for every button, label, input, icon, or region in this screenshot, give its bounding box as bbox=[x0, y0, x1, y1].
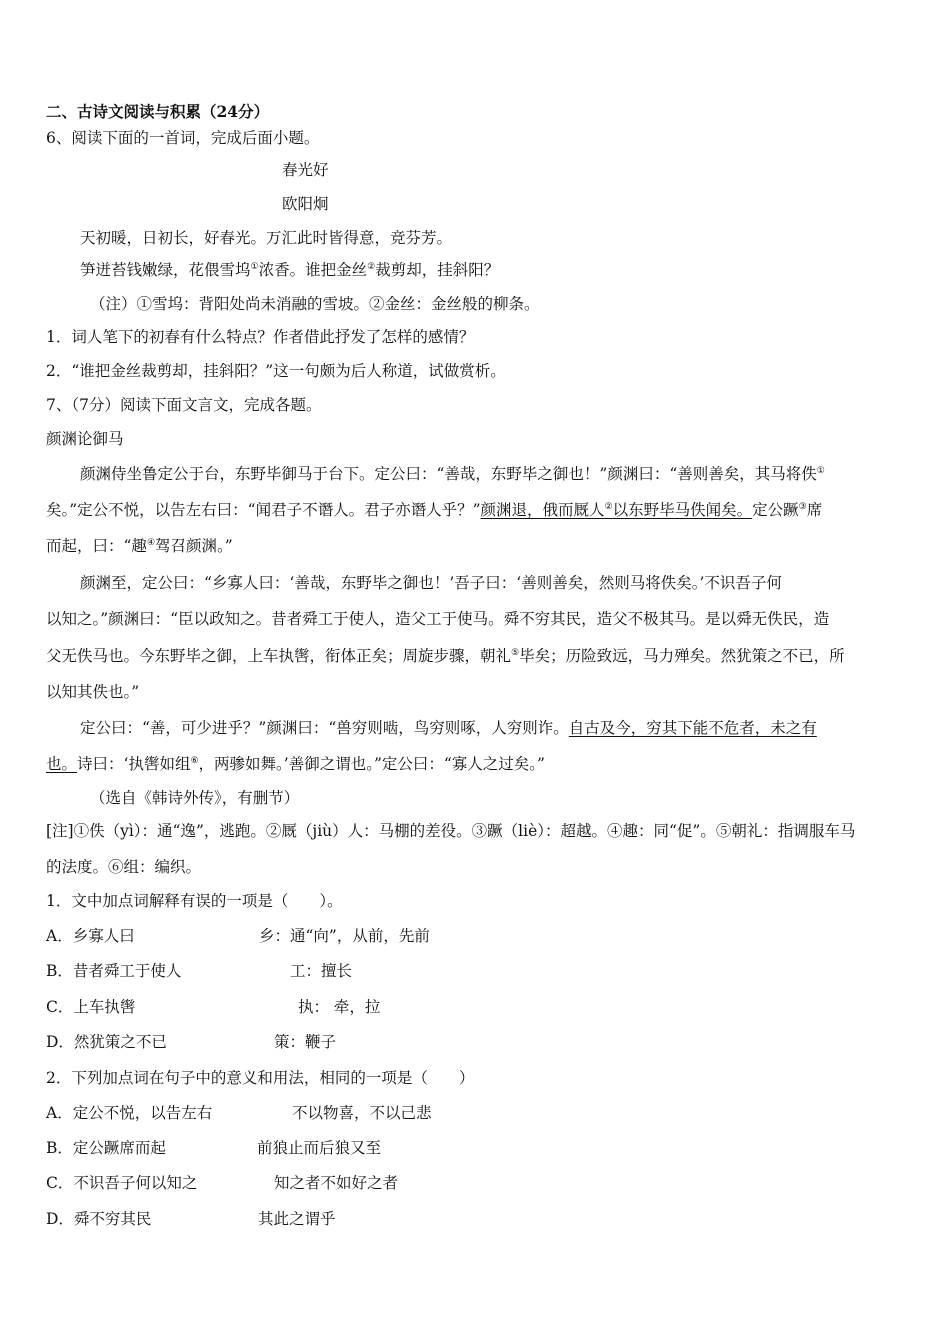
passage-notes-line1: [注]①佚（yì）：通“逸”，逃跑。②厩（jiù）人：马棚的差役。③蹶（liè）：超越。④趣：同“促”。⑤朝礼：指调服车马 bbox=[46, 822, 856, 840]
passage-p1-line2: 矣。”定公不悦，以告左右曰：“闻君子不谮人。君子亦谮人乎？”颜渊退，俄而厩人②以东野毕马佚闻矣。定公蹶③席 bbox=[46, 501, 823, 519]
poem-line-1: 天初暖，日初长，好春光。万汇此时皆得意，竞芬芳。 bbox=[80, 229, 453, 247]
passage-p1-line1: 颜渊侍坐鲁定公于台，东野毕御马于台下。定公曰：“善哉，东野毕之御也！”颜渊曰：“善则善矣，其马将佚① bbox=[80, 465, 825, 483]
section-heading: 二、古诗文阅读与积累（24分） bbox=[46, 102, 270, 121]
q6-intro: 6、阅读下面的一首词，完成后面小题。 bbox=[46, 129, 320, 147]
passage-source: （选自《韩诗外传》，有删节） bbox=[90, 789, 300, 807]
q7-sub1-option-a: A．乡寡人曰 乡：通“向”，从前，先前 bbox=[46, 927, 430, 945]
q7-sub1-stem: 1．文中加点词解释有误的一项是（ ）。 bbox=[46, 892, 343, 910]
poem-note: （注）①雪坞：背阳处尚未消融的雪坡。②金丝：金丝般的柳条。 bbox=[90, 295, 540, 313]
underlined-sentence-1: 颜渊退，俄而厩人②以东野毕马佚闻矣。 bbox=[480, 501, 753, 519]
q7-sub1-option-b: B．昔者舜工于使人 工：擅长 bbox=[46, 962, 353, 980]
q6-sub2: 2．“谁把金丝裁剪却，挂斜阳？”这一句颇为后人称道，试做赏析。 bbox=[46, 362, 506, 380]
passage-p1-line3: 而起，曰：“趣④驾召颜渊。” bbox=[46, 537, 233, 555]
passage-p2-line4: 以知其佚也。” bbox=[46, 683, 140, 701]
q7-intro: 7、（7分）阅读下面文言文，完成各题。 bbox=[46, 396, 322, 414]
passage-p2-line3: 父无佚马也。今东野毕之御，上车执辔，衔体正矣；周旋步骤，朝礼⑤毕矣；历险致远，马力殚矣。然犹策之不已，所 bbox=[46, 647, 845, 665]
passage-p2-line2: 以知之。”颜渊曰：“臣以政知之。昔者舜工于使人，造父工于使马。舜不穷其民，造父不极其马。是以舜无佚民，造 bbox=[46, 610, 830, 628]
q6-sub1: 1．词人笔下的初春有什么特点？作者借此抒发了怎样的感情？ bbox=[46, 328, 475, 346]
q7-sub2-option-b: B．定公蹶席而起 前狼止而后狼又至 bbox=[46, 1139, 382, 1157]
q7-sub1-option-c: C．上车执辔 执： 牵，拉 bbox=[46, 998, 381, 1016]
passage-p2-line1: 颜渊至，定公曰：“乡寡人曰：‘善哉，东野毕之御也！’吾子曰：‘善则善矣，然则马将佚矣。’不识吾子何 bbox=[80, 574, 782, 592]
q7-sub2-option-c: C．不识吾子何以知之 知之者不如好之者 bbox=[46, 1174, 399, 1192]
q7-sub1-option-d: D．然犹策之不已 策：鞭子 bbox=[46, 1033, 337, 1051]
passage-title: 颜渊论御马 bbox=[46, 430, 124, 448]
passage-p3-line2: 也。诗曰：‘执辔如组⑥，两骖如舞。’善御之谓也。”定公曰：“寡人之过矣。” bbox=[46, 755, 545, 773]
q7-sub2-stem: 2．下列加点词在句子中的意义和用法，相同的一项是（ ） bbox=[46, 1069, 475, 1087]
q7-sub2-option-a: A．定公不悦，以告左右 不以物喜，不以己悲 bbox=[46, 1104, 432, 1122]
poem-title: 春光好 bbox=[282, 161, 329, 179]
passage-p3-line1: 定公曰：“善，可少进乎？”颜渊曰：“兽穷则啮，鸟穷则啄，人穷则诈。自古及今，穷其下能不危者，未之有 bbox=[80, 719, 817, 737]
poem-line-2: 笋迸苔钱嫩绿，花偎雪坞①浓香。谁把金丝②裁剪却，挂斜阳？ bbox=[80, 261, 500, 279]
underlined-sentence-2: 自古及今，穷其下能不危者，未之有 bbox=[568, 719, 817, 737]
poem-author: 欧阳炯 bbox=[282, 195, 329, 213]
passage-notes-line2: 的法度。⑥组：编织。 bbox=[46, 858, 202, 876]
underlined-sentence-2-end: 也。 bbox=[46, 755, 78, 773]
q7-sub2-option-d: D．舜不穷其民 其此之谓乎 bbox=[46, 1210, 336, 1228]
